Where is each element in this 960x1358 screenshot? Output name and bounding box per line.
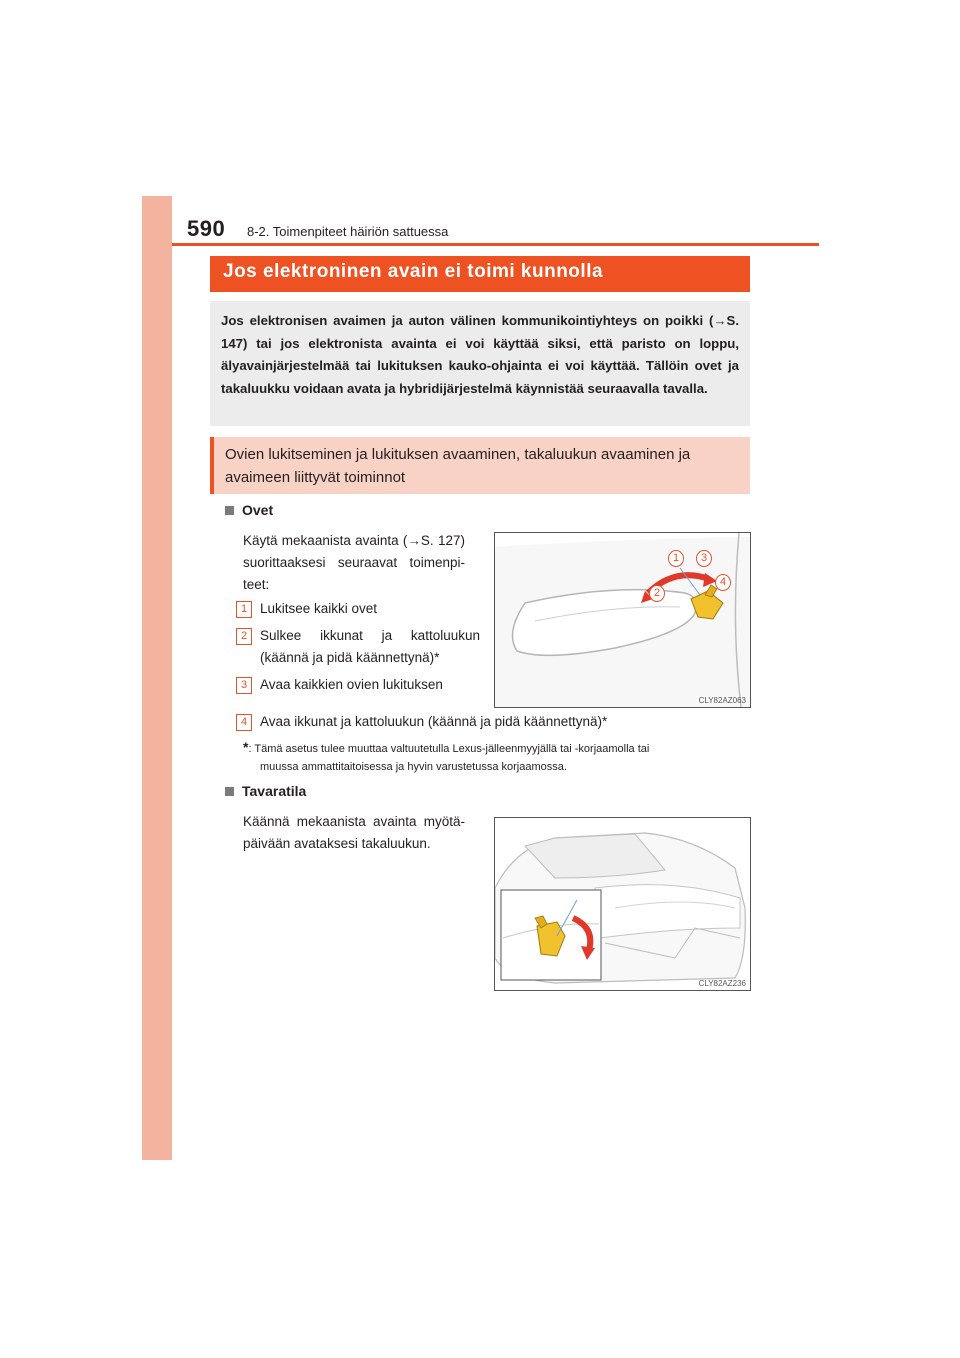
list-number-4: 4 [236, 714, 252, 731]
footnote [243, 738, 649, 776]
list-number-3: 3 [236, 677, 252, 694]
bullet-square-icon [225, 787, 234, 796]
list-number-1: 1 [236, 601, 252, 618]
footnote-text: : Tämä asetus tulee muuttaa valtuutetulla Lexus-jälleenmyyjällä tai -korjaamolla tai [248, 743, 650, 755]
door-handle-figure [494, 532, 751, 708]
fig-label-4: 4 [715, 574, 731, 591]
section-title-bar [210, 256, 750, 292]
list-item-text-1: Lukitsee kaikki ovet [260, 601, 378, 616]
fig-label-1: 1 [668, 550, 684, 567]
fig-label-3: 3 [696, 550, 712, 567]
doors-heading-label: Ovet [242, 502, 274, 518]
list-item-text-2: Sulkee ikkunat ja kattoluukun (käännä ja pidä käännettynä)* [260, 628, 480, 665]
subsection-title: Ovien lukitseminen ja lukituksen avaaminen, takaluukun avaaminen ja avaimeen liittyvät toiminnot [225, 446, 691, 486]
doors-heading [225, 502, 273, 518]
footnote-text-2: muussa ammattitaitoisessa ja hyvin varustetussa korjaamossa. [260, 761, 567, 773]
page-number: 590 [187, 216, 226, 241]
footnote-marker: * [243, 739, 249, 755]
subsection-box [210, 437, 750, 494]
sidebar-strip [142, 196, 172, 1160]
trunk-text: Käännä mekaanista avainta myötä-päivään avataksesi takaluukun. [243, 814, 465, 851]
figure-code: CLY82AZ063 [698, 696, 746, 705]
bullet-square-icon [225, 506, 234, 515]
list-item-text-3: Avaa kaikkien ovien lukituksen [260, 677, 443, 692]
trunk-illustration [495, 818, 750, 990]
trunk-heading-label: Tavaratila [242, 783, 307, 799]
intro-text: Jos elektronisen avaimen ja auton välinen kommunikointiyhteys on poikki (→S. 147) tai jos elektronista avainta ei voi käyttää siksi, että paristo on loppu, älyavainjärjestelmää tai lukituksen kauko-ohjainta ei voi käyttää. Tällöin ovet ja takaluukku voidaan avata ja hybridijärjestelmä käynnistää seuraavalla tavalla. [221, 313, 739, 396]
header-rule [172, 243, 819, 246]
intro-box [210, 301, 750, 426]
figure-code: CLY82AZ236 [698, 979, 746, 988]
trunk-heading [225, 783, 306, 799]
list-item-text-4: Avaa ikkunat ja kattoluukun (käännä ja pidä käännettynä)* [260, 714, 608, 729]
fig-label-2: 2 [649, 585, 665, 602]
trunk-figure [494, 817, 751, 991]
section-header: 8-2. Toimenpiteet häiriön sattuessa [247, 224, 449, 239]
section-title: Jos elektroninen avain ei toimi kunnolla [223, 261, 604, 282]
list-number-2: 2 [236, 628, 252, 645]
doors-intro: Käytä mekaanista avainta (→S. 127) suorittaaksesi seuraavat toimenpi-teet: [243, 533, 465, 592]
